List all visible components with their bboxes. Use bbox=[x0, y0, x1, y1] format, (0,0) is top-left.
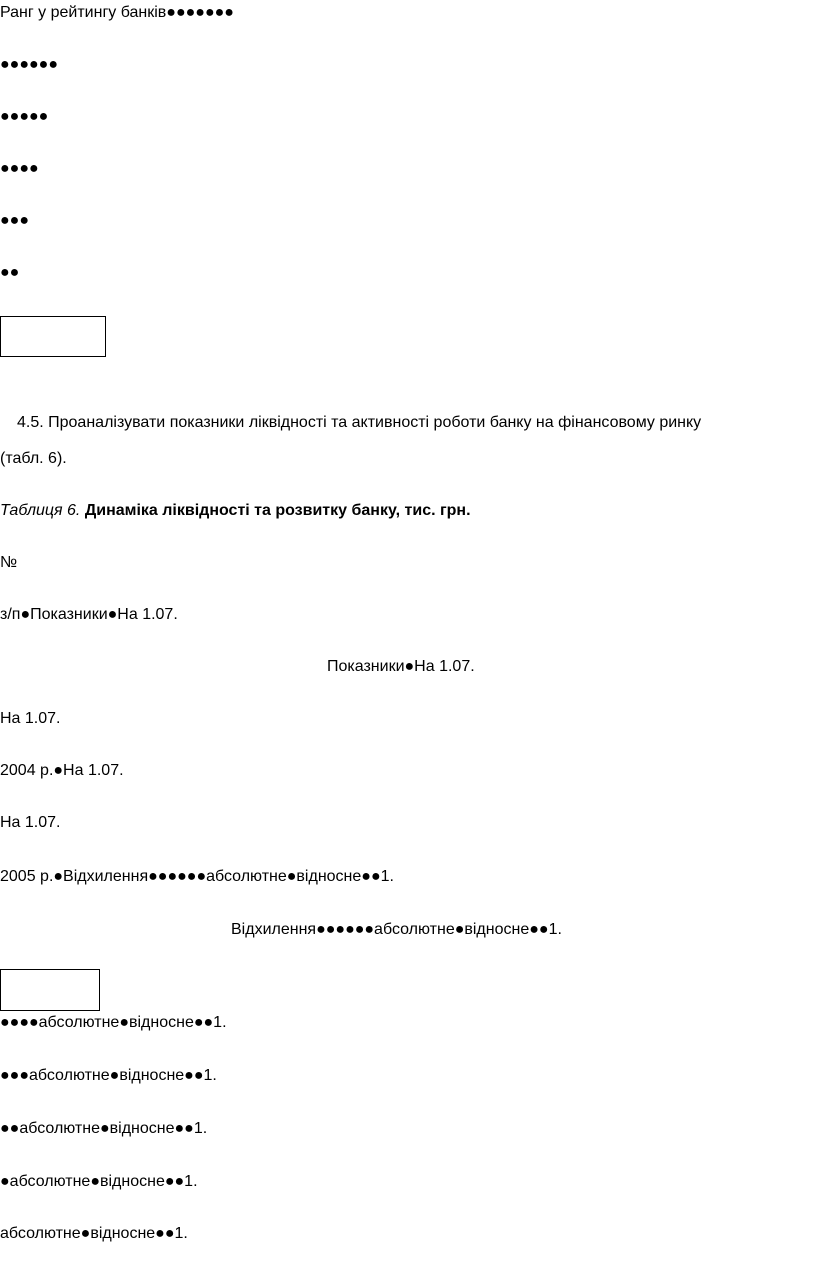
deviation-row: ●●абсолютне●відносне●●1. bbox=[0, 1120, 208, 1137]
table-header-line: № bbox=[0, 554, 18, 571]
deviation-row: ●абсолютне●відносне●●1. bbox=[0, 1173, 198, 1190]
ranking-line: ●● bbox=[0, 264, 20, 281]
table-header-line: На 1.07. bbox=[0, 710, 61, 727]
task-line: 4.5. Проаналізувати показники ліквідності та активності роботи банку на фінансовому ринку bbox=[17, 414, 702, 431]
empty-box bbox=[0, 969, 100, 1011]
ranking-line: ●●●●●● bbox=[0, 56, 58, 73]
table-header-line: Показники●На 1.07. bbox=[327, 658, 475, 675]
table-header-line: Відхилення●●●●●●абсолютне●відносне●●1. bbox=[231, 921, 562, 938]
deviation-row: ●●●●абсолютне●відносне●●1. bbox=[0, 1014, 227, 1031]
ranking-line: ●●●●● bbox=[0, 108, 49, 125]
task-line: (табл. 6). bbox=[0, 450, 67, 467]
ranking-line: ●●● bbox=[0, 212, 29, 229]
empty-box bbox=[0, 316, 106, 357]
ranking-line: Ранг у рейтингу банків●●●●●●● bbox=[0, 4, 234, 21]
table-caption-title: Динаміка ліквідності та розвитку банку, тис. грн. bbox=[84, 502, 471, 519]
table-header-line: з/п●Показники●На 1.07. bbox=[0, 606, 178, 623]
table-header-line: 2005 р.●Відхилення●●●●●●абсолютне●відносне●●1. bbox=[0, 868, 394, 885]
table-caption bbox=[0, 501, 471, 521]
table-header-line: На 1.07. bbox=[0, 814, 61, 831]
deviation-row: ●●●абсолютне●відносне●●1. bbox=[0, 1067, 217, 1084]
table-caption-label: Таблиця 6. bbox=[0, 502, 81, 519]
table-header-line: 2004 р.●На 1.07. bbox=[0, 762, 124, 779]
ranking-line: ●●●● bbox=[0, 160, 39, 177]
deviation-row: абсолютне●відносне●●1. bbox=[0, 1225, 188, 1242]
